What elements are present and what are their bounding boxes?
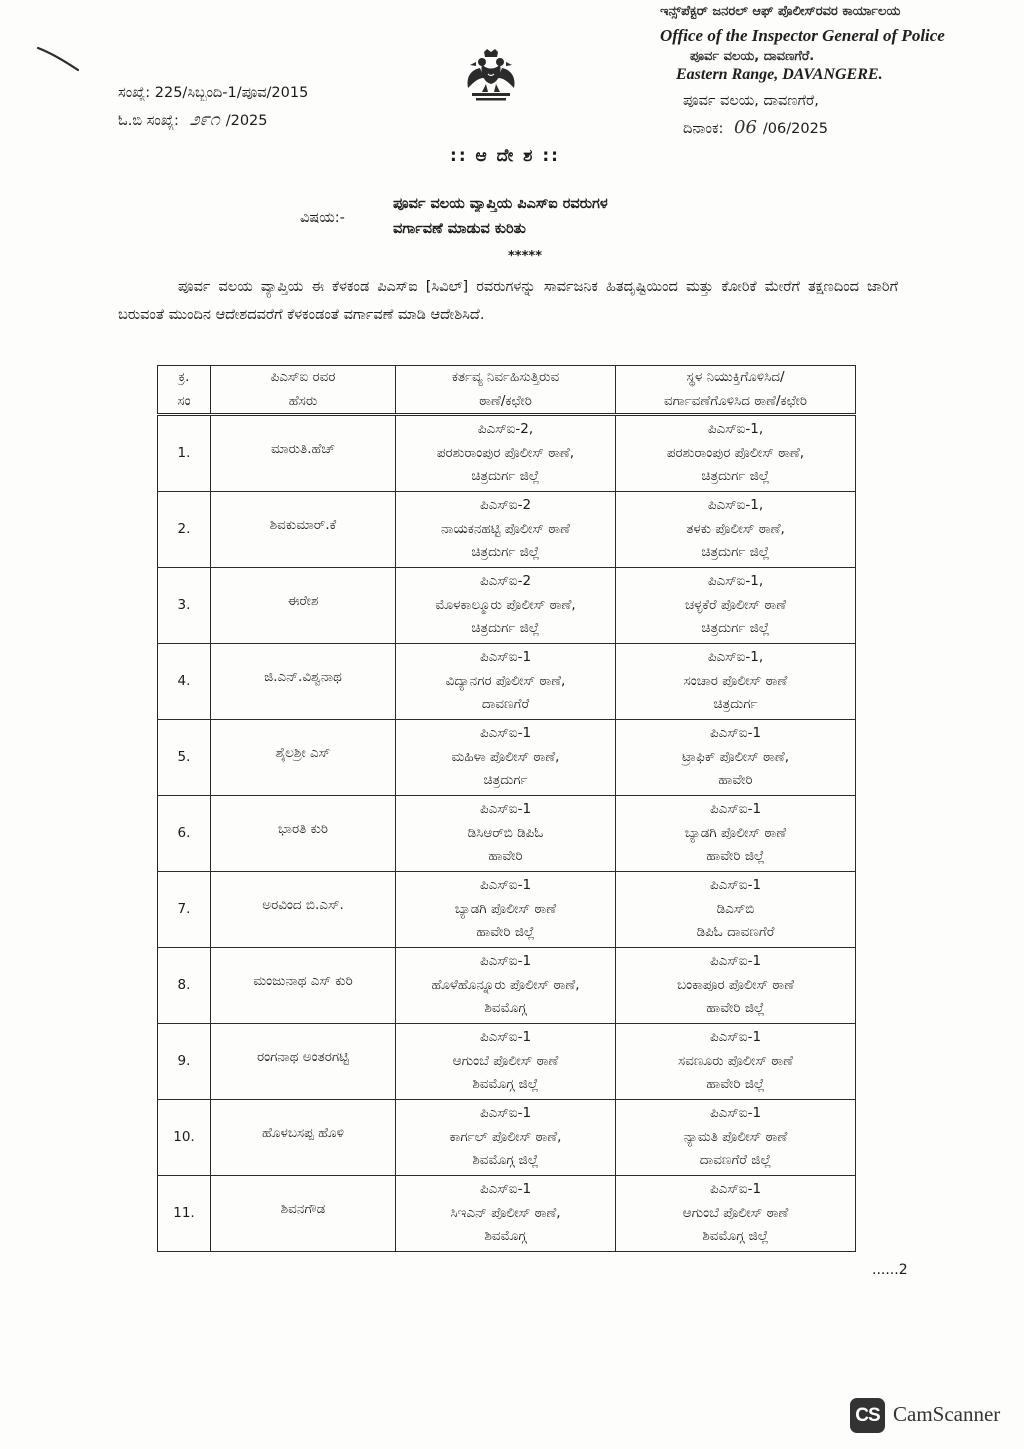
page-continuation: ......2	[872, 1262, 908, 1278]
transferred-station-cell	[616, 644, 856, 720]
serial-number: 8.	[177, 976, 191, 993]
psi-name: ಜಿ.ಎನ್.ವಿಶ್ವನಾಥ	[264, 668, 342, 685]
psi-name: ಅರವಿಂದ ಬಿ.ಎಸ್.	[262, 896, 344, 913]
serial-number-cell	[158, 492, 211, 568]
current-station-line: ಹಾವೇರಿ ಜಿಲ್ಲೆ	[476, 924, 535, 941]
current-station-line: ನಾಯಕನಹಟ್ಟಿ ಪೊಲೀಸ್ ಠಾಣೆ	[441, 520, 570, 537]
current-station-line: ಬ್ಯಾಡಗಿ ಪೊಲೀಸ್ ಠಾಣೆ	[454, 900, 557, 917]
transferred-station-cell	[616, 415, 856, 492]
separator-stars: *****	[508, 249, 542, 264]
current-station-line: ಸಿಇಎನ್ ಪೊಲೀಸ್ ಠಾಣೆ,	[450, 1204, 561, 1221]
serial-number: 10.	[173, 1128, 195, 1145]
header-line: ಕರ್ತವ್ಯ ನಿರ್ವಹಿಸುತ್ತಿರುವ	[451, 369, 560, 385]
transferred-station-line: ಬಂಕಾಪೂರ ಪೊಲೀಸ್ ಠಾಣೆ	[676, 976, 795, 993]
psi-name: ಶಿವನಗೌಡ	[280, 1200, 326, 1217]
current-station-cell	[396, 872, 616, 948]
serial-number-cell	[158, 1024, 211, 1100]
psi-name-cell	[211, 492, 396, 568]
serial-number-cell	[158, 415, 211, 492]
camscanner-logo: CS	[850, 1398, 885, 1433]
transferred-station-line: ಡಿಎಸ್‌ಬಿ	[716, 900, 755, 917]
table-row	[158, 796, 856, 872]
transferred-station-line: ಟ್ರಾಫಿಕ್ ಪೊಲೀಸ್ ಠಾಣೆ,	[681, 748, 790, 765]
current-station-line: ಪಿಎಸ್‌ಐ-1	[479, 801, 532, 818]
transferred-station-cell	[616, 1100, 856, 1176]
current-station-line: ಡಿಸಿಆರ್‌ಬಿ ಡಿಪಿಓ	[467, 824, 544, 841]
current-station-line: ಮೊಳಕಾಲ್ಮೂರು ಪೊಲೀಸ್ ಠಾಣೆ,	[435, 596, 576, 613]
transferred-station-line: ಚಿತ್ರದುರ್ಗ ಜಿಲ್ಲೆ	[701, 468, 770, 485]
serial-number: 1.	[177, 444, 191, 461]
camscanner-text: CamScanner	[893, 1402, 1001, 1426]
header-serial-number	[158, 366, 211, 415]
transferred-station-line: ಹಾವೇರಿ ಜಿಲ್ಲೆ	[706, 1076, 765, 1093]
issue-place: ಪೂರ್ವ ವಲಯ, ದಾವಣಗೆರೆ,	[683, 93, 819, 109]
psi-name: ಮಾರುತಿ.ಹೆಚ್	[271, 440, 335, 457]
transferred-station-line: ಹಾವೇರಿ ಜಿಲ್ಲೆ	[706, 1000, 765, 1017]
header-line: ಸ್ಥಳ ನಿಯುಕ್ತಿಗೊಳಿಸಿದ/	[686, 369, 785, 385]
current-station-line: ಹೊಳೆಹೊನ್ನೂರು ಪೊಲೀಸ್ ಠಾಣೆ,	[431, 976, 580, 993]
psi-name-cell	[211, 796, 396, 872]
table-row	[158, 415, 856, 492]
current-station-cell	[396, 948, 616, 1024]
current-station-line: ಶಿವಮೊಗ್ಗ ಜಿಲ್ಲೆ	[472, 1076, 539, 1093]
current-station-cell	[396, 644, 616, 720]
transferred-station-line: ಸಂಚಾರ ಪೊಲೀಸ್ ಠಾಣೆ	[683, 672, 788, 689]
transferred-station-line: ಚಳ್ಳಕೆರೆ ಪೊಲೀಸ್ ಠಾಣೆ	[684, 596, 787, 613]
serial-number-cell	[158, 644, 211, 720]
current-station-cell	[396, 720, 616, 796]
table-row	[158, 1176, 856, 1252]
current-station-cell	[396, 1100, 616, 1176]
current-station-line: ಪಿಎಸ್‌ಐ-1	[479, 877, 532, 894]
current-station-line: ಶಿವಮೊಗ್ಗ	[484, 1228, 527, 1245]
psi-name-cell	[211, 415, 396, 492]
subject-line-2: ವರ್ಗಾವಣೆ ಮಾಡುವ ಕುರಿತು	[393, 221, 526, 237]
serial-number: 3.	[177, 596, 191, 613]
psi-name: ಹೊಳಬಸಪ್ಪ ಹೊಳಿ	[262, 1124, 344, 1141]
date-day-handwritten: 06	[734, 117, 757, 138]
serial-number-cell	[158, 720, 211, 796]
current-station-line: ಪಿಎಸ್‌ಐ-1	[479, 1105, 532, 1122]
ob-number-handwritten: ೨೯೧	[189, 109, 220, 130]
pen-mark	[34, 42, 82, 76]
header-line: ವರ್ಗಾವಣೆಗೊಳಿಸಿದ ಠಾಣೆ/ಕಛೇರಿ	[664, 392, 807, 409]
current-station-line: ಶಿವಮೊಗ್ಗ	[484, 1000, 527, 1017]
serial-number-cell	[158, 1100, 211, 1176]
transferred-station-line: ಬ್ಯಾಡಗಿ ಪೊಲೀಸ್ ಠಾಣೆ	[684, 824, 787, 841]
transferred-station-line: ಹಾವೇರಿ	[718, 772, 753, 789]
serial-number-cell	[158, 796, 211, 872]
stamp-range-english: Eastern Range, DAVANGERE.	[676, 66, 883, 83]
transferred-station-cell	[616, 1024, 856, 1100]
transferred-station-line: ಆಗುಂಬೆ ಪೊಲೀಸ್ ಠಾಣೆ	[682, 1204, 789, 1221]
transferred-station-line: ನ್ಯಾಮತಿ ಪೊಲೀಸ್ ಠಾಣೆ	[683, 1128, 788, 1145]
psi-name: ಭಾರತಿ ಕುರಿ	[277, 820, 329, 837]
order-title: :: ಆ ದೇ ಶ ::	[450, 146, 560, 166]
transferred-station-line: ಪಿಎಸ್‌ಐ-1,	[707, 497, 764, 514]
psi-name-cell	[211, 1024, 396, 1100]
transferred-station-cell	[616, 1176, 856, 1252]
table-header-row	[158, 366, 856, 415]
transferred-station-line: ಪಿಎಸ್‌ಐ-1	[709, 1105, 762, 1122]
stamp-office-kannada: ಇನ್ಸ್‌ಪೆಕ್ಟರ್ ಜನರಲ್ ಆಫ್ ಪೊಲೀಸ್‌ರವರ ಕಾರ್ಯಾಲಯ	[660, 4, 901, 19]
current-station-cell	[396, 796, 616, 872]
current-station-line: ಕಾರ್ಗಲ್ ಪೊಲೀಸ್ ಠಾಣೆ,	[449, 1128, 562, 1145]
transferred-station-cell	[616, 796, 856, 872]
table-row	[158, 872, 856, 948]
transfer-table	[157, 365, 856, 1252]
transfer-table-wrapper	[157, 365, 855, 1252]
transferred-station-line: ಹಾವೇರಿ ಜಿಲ್ಲೆ	[706, 848, 765, 865]
psi-name-cell	[211, 568, 396, 644]
current-station-line: ಚಿತ್ರದುರ್ಗ	[483, 772, 528, 789]
transferred-station-line: ದಾವಣಗೆರೆ ಜಿಲ್ಲೆ	[699, 1152, 772, 1169]
serial-number: 5.	[177, 748, 191, 765]
transferred-station-line: ಪಿಎಸ್‌ಐ-1	[709, 1181, 762, 1198]
table-row	[158, 1024, 856, 1100]
transferred-station-line: ಪಿಎಸ್‌ಐ-1	[709, 1029, 762, 1046]
table-row	[158, 948, 856, 1024]
psi-name: ಶಿವಕುಮಾರ್.ಕೆ	[269, 516, 337, 533]
transferred-station-line: ಪಿಎಸ್‌ಐ-1	[709, 877, 762, 894]
transferred-station-line: ಚಿತ್ರದುರ್ಗ ಜಿಲ್ಲೆ	[701, 620, 770, 637]
transferred-station-cell	[616, 720, 856, 796]
current-station-line: ಪಿಎಸ್‌ಐ-1	[479, 649, 532, 666]
header-transferred-station	[616, 366, 856, 415]
subject-label: ವಿಷಯ:-	[300, 210, 345, 226]
stamp-office-english: Office of the Inspector General of Police	[660, 26, 945, 45]
current-station-cell	[396, 415, 616, 492]
transferred-station-line: ಪಿಎಸ್‌ಐ-1,	[707, 421, 764, 438]
header-line: ಠಾಣೆ/ಕಛೇರಿ	[479, 392, 532, 409]
current-station-line: ದಾವಣಗೆರೆ	[481, 696, 530, 713]
psi-name: ರಂಗನಾಥ ಅಂತರಗಟ್ಟಿ	[257, 1048, 349, 1065]
psi-name: ಈರೇಶ	[287, 592, 319, 609]
subject-line-1: ಪೂರ್ವ ವಲಯ ವ್ಯಾಪ್ತಿಯ ಪಿಎಸ್‌ಐ ರವರುಗಳ	[393, 196, 608, 212]
serial-number-cell	[158, 1176, 211, 1252]
header-line: ಕ್ರ.	[178, 369, 190, 385]
header-current-station	[396, 366, 616, 415]
transferred-station-line: ಸವಣೂರು ಪೊಲೀಸ್ ಠಾಣೆ	[678, 1052, 793, 1069]
psi-name: ಶೈಲಶ್ರೀ ಎಸ್	[275, 744, 331, 761]
header-line: ಹೆಸರು	[288, 392, 318, 409]
serial-number: 2.	[177, 520, 191, 537]
current-station-line: ಪಿಎಸ್‌ಐ-1	[479, 725, 532, 742]
psi-name-cell	[211, 720, 396, 796]
current-station-line: ಚಿತ್ರದುರ್ಗ ಜಿಲ್ಲೆ	[471, 620, 540, 637]
transferred-station-line: ಶಿವಮೊಗ್ಗ ಜಿಲ್ಲೆ	[702, 1228, 769, 1245]
current-station-line: ಚಿತ್ರದುರ್ಗ ಜಿಲ್ಲೆ	[471, 544, 540, 561]
serial-number: 9.	[177, 1052, 191, 1069]
header-line: ಸಂ	[177, 392, 191, 409]
header-psi-name	[211, 366, 396, 415]
psi-name-cell	[211, 1176, 396, 1252]
current-station-line: ಶಿವಮೊಗ್ಗ ಜಿಲ್ಲೆ	[472, 1152, 539, 1169]
psi-name-cell	[211, 1100, 396, 1176]
transferred-station-line: ಪಿಎಸ್‌ಐ-1,	[707, 573, 764, 590]
reference-number: ಸಂಖ್ಯೆ: 225/ಸಿಬ್ಬಂದಿ-1/ಪೂವ/2015	[118, 85, 309, 101]
serial-number: 7.	[177, 900, 191, 917]
transferred-station-line: ಪಿಎಸ್‌ಐ-1	[709, 953, 762, 970]
transferred-station-line: ತಳಕು ಪೊಲೀಸ್ ಠಾಣೆ,	[686, 520, 785, 537]
psi-name-cell	[211, 948, 396, 1024]
state-emblem	[460, 48, 522, 104]
serial-number-cell	[158, 948, 211, 1024]
transferred-station-line: ಪಿಎಸ್‌ಐ-1,	[707, 649, 764, 666]
current-station-line: ಪಿಎಸ್‌ಐ-2,	[477, 421, 534, 438]
current-station-line: ಆಗುಂಬೆ ಪೊಲೀಸ್ ಠಾಣೆ	[452, 1052, 559, 1069]
transferred-station-line: ಪರಶುರಾಂಪುರ ಪೊಲೀಸ್ ಠಾಣೆ,	[666, 444, 805, 461]
table-header	[158, 366, 856, 415]
current-station-line: ಪಿಎಸ್‌ಐ-2	[479, 573, 532, 590]
stamp-range-kannada: ಪೂರ್ವ ವಲಯ, ದಾವಣಗೆರೆ.	[690, 49, 815, 64]
current-station-line: ಹಾವೇರಿ	[488, 848, 523, 865]
table-body	[158, 415, 856, 1252]
current-station-line: ಮಹಿಳಾ ಪೊಲೀಸ್ ಠಾಣೆ,	[451, 748, 560, 765]
date-month-year: /06/2025	[762, 121, 829, 137]
order-body: ಪೂರ್ವ ವಲಯ ವ್ಯಾಪ್ತಿಯ ಈ ಕೆಳಕಂಡ ಪಿಎಸ್‌ಐ [ಸಿವಿಲ್] ರವರುಗಳನ್ನು ಸಾರ್ವಜನಿಕ ಹಿತದೃಷ್ಟಿಯಿಂದ ಮತ್ತು ಕೋರಿಕೆ ಮೇರೆಗೆ ತಕ್ಷಣದಿಂದ ಜಾರಿಗೆ ಬರುವಂತೆ ಮುಂದಿನ ಆದೇಶದವರೆಗೆ ಕೆಳಕಂಡಂತೆ ವರ್ಗಾವಣೆ ಮಾಡಿ ಆದೇಶಿಸಿದೆ.	[118, 279, 898, 323]
table-row	[158, 568, 856, 644]
current-station-line: ಪಿಎಸ್‌ಐ-1	[479, 953, 532, 970]
psi-name-cell	[211, 872, 396, 948]
transferred-station-cell	[616, 492, 856, 568]
serial-number-cell	[158, 872, 211, 948]
serial-number-cell	[158, 568, 211, 644]
current-station-line: ಪರಶುರಾಂಪುರ ಪೊಲೀಸ್ ಠಾಣೆ,	[436, 444, 575, 461]
psi-name: ಮಂಜುನಾಥ ಎಸ್ ಕುರಿ	[253, 972, 353, 989]
ob-year: /2025	[225, 113, 268, 129]
psi-name-cell	[211, 644, 396, 720]
table-row	[158, 492, 856, 568]
current-station-cell	[396, 568, 616, 644]
transferred-station-line: ಪಿಎಸ್‌ಐ-1	[709, 801, 762, 818]
table-row	[158, 1100, 856, 1176]
table-row	[158, 644, 856, 720]
transferred-station-cell	[616, 568, 856, 644]
transferred-station-cell	[616, 872, 856, 948]
current-station-cell	[396, 492, 616, 568]
header-line: ಪಿಎಸ್‌ಐ ರವರ	[270, 369, 336, 385]
current-station-line: ವಿದ್ಯಾನಗರ ಪೊಲೀಸ್ ಠಾಣೆ,	[445, 672, 566, 689]
transferred-station-line: ಚಿತ್ರದುರ್ಗ ಜಿಲ್ಲೆ	[701, 544, 770, 561]
current-station-cell	[396, 1024, 616, 1100]
transferred-station-line: ಡಿಪಿಓ ದಾವಣಗೆರೆ	[696, 924, 775, 941]
current-station-line: ಚಿತ್ರದುರ್ಗ ಜಿಲ್ಲೆ	[471, 468, 540, 485]
serial-number: 11.	[173, 1204, 195, 1221]
current-station-line: ಪಿಎಸ್‌ಐ-1	[479, 1181, 532, 1198]
current-station-line: ಪಿಎಸ್‌ಐ-1	[479, 1029, 532, 1046]
table-row	[158, 720, 856, 796]
issue-date	[683, 117, 923, 138]
date-label: ದಿನಾಂಕ:	[683, 121, 724, 137]
transferred-station-cell	[616, 948, 856, 1024]
serial-number: 4.	[177, 672, 191, 689]
ob-label: ಓ.ಬಿ ಸಂಖ್ಯೆ:	[118, 113, 179, 129]
current-station-cell	[396, 1176, 616, 1252]
current-station-line: ಪಿಎಸ್‌ಐ-2	[479, 497, 532, 514]
serial-number: 6.	[177, 824, 191, 841]
transferred-station-line: ಚಿತ್ರದುರ್ಗ	[713, 696, 758, 713]
ob-number	[118, 109, 418, 130]
transferred-station-line: ಪಿಎಸ್‌ಐ-1	[709, 725, 762, 742]
